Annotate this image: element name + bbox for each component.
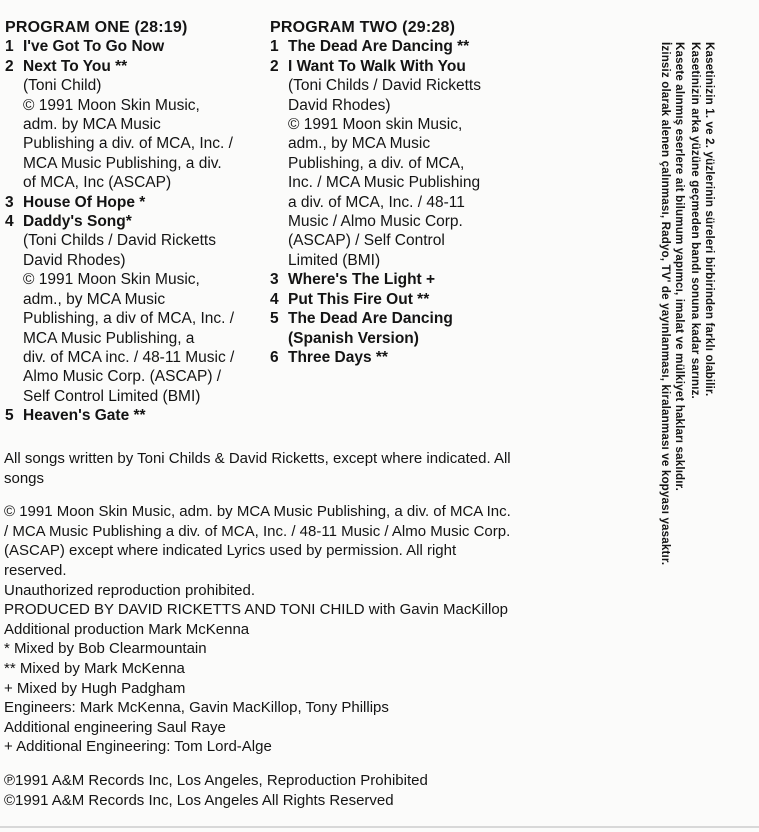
track-title: I Want To Walk With You — [288, 57, 466, 75]
track-number: 5 — [270, 310, 279, 328]
track-number: 2 — [270, 57, 279, 75]
track-title: Put This Fire Out ** — [288, 290, 430, 308]
track-number: 2 — [5, 57, 14, 75]
program-two-track-list — [270, 37, 520, 367]
side-notice-line-4: İzinsiz olarak alenen çalınması, Radyo, TV' de yayınlanması, kiralanması ve kopyası yasaktır. — [659, 42, 673, 566]
program-one-column — [5, 18, 267, 426]
track-number: 5 — [5, 407, 14, 425]
turkish-side-notice — [636, 42, 716, 662]
track-item — [270, 290, 520, 309]
track-credit: (Toni Childs / David Ricketts David Rhodes) © 1991 Moon Skin Music, adm., by MCA Music Publishing, a div of MCA, Inc. / MCA Music Publishing, a div. of MCA inc. / 48-11 Music / Almo Music Corp. (ASCAP) / Self Control Limited (BMI) — [23, 232, 235, 405]
track-item — [270, 348, 520, 367]
track-title: House Of Hope * — [23, 193, 146, 211]
track-number: 4 — [270, 290, 279, 308]
copyright-line: ©1991 A&M Records Inc, Los Angeles All Rights Reserved — [4, 791, 394, 809]
track-title: Three Days ** — [288, 348, 388, 366]
track-item — [270, 37, 520, 56]
track-number: 3 — [270, 271, 279, 289]
side-notice-group-1 — [689, 42, 716, 399]
track-item — [270, 270, 520, 289]
engineers-credit: Engineers: Mark McKenna, Gavin MacKillop, Tony Phillips — [4, 699, 389, 717]
program-one-title: PROGRAM ONE (28:19) — [5, 19, 188, 36]
track-item — [5, 57, 267, 193]
track-body — [288, 309, 520, 348]
track-body — [288, 290, 520, 309]
track-item — [270, 57, 520, 270]
program-one-track-list — [5, 37, 267, 425]
track-body — [23, 37, 267, 56]
track-title: Next To You ** — [23, 57, 128, 75]
program-two-column — [270, 18, 520, 367]
track-item — [5, 212, 267, 406]
track-title: I've Got To Go Now — [23, 38, 165, 56]
producer-credit: PRODUCED BY DAVID RICKETTS AND TONI CHILD with Gavin MacKillop Additional production Mark McKenna — [4, 601, 509, 638]
track-title: Heaven's Gate ** — [23, 407, 146, 425]
side-notice-group-2 — [659, 42, 686, 565]
track-item — [5, 406, 267, 425]
unauthorized-note: Unauthorized reproduction prohibited. — [4, 581, 255, 599]
side-notice-line-1: Kasetinizin 1. ve 2. yüzlerinin süreleri birbirinden farklı olabilir. — [703, 42, 716, 397]
track-body — [288, 270, 520, 289]
track-title: Daddy's Song* — [23, 213, 132, 231]
track-body — [23, 193, 267, 212]
track-body — [288, 57, 520, 270]
liner-notes — [4, 449, 514, 810]
track-item — [5, 37, 267, 56]
track-body — [23, 57, 267, 193]
side-notice-line-2: Kasetinizin arka yüzüne geçmeden bandı sonuna kadar sarınız. — [689, 42, 703, 399]
track-number: 1 — [270, 38, 279, 56]
track-title: The Dead Are Dancing ** — [288, 38, 470, 56]
track-number: 3 — [5, 193, 14, 211]
side-notice-line-3: Kasete alınmış eserlere ait bilumum yapımcı, imalat ve mülkiyet hakları saklıdır. — [673, 42, 686, 492]
copyright-note: © 1991 Moon Skin Music, adm. by MCA Music Publishing, a div. of MCA Inc. / MCA Music Publishing a div. of MCA, Inc. / 48-11 Music / Almo Music Corp. (ASCAP) except where indicated Lyrics used by permission. All right reserved. — [4, 503, 511, 579]
track-credit: (Toni Childs / David Ricketts David Rhodes) © 1991 Moon skin Music, adm., by MCA Music Publishing, a div. of MCA, Inc. / MCA Music Publishing a div. of MCA, Inc. / 48-11 Music / Almo Music Corp. (ASCAP) / Self Control Limited (BMI) — [288, 77, 481, 269]
track-item — [5, 193, 267, 212]
track-body — [23, 212, 267, 406]
phonogram-line: ℗1991 A&M Records Inc, Los Angeles, Reproduction Prohibited — [4, 771, 428, 789]
track-body — [288, 348, 520, 367]
mix-credit-2: ** Mixed by Mark McKenna — [4, 659, 185, 677]
track-body — [288, 37, 520, 56]
track-body — [23, 406, 267, 425]
track-number: 6 — [270, 348, 279, 366]
bottom-edge-divider — [0, 826, 759, 828]
mix-credit-3: + Mixed by Hugh Padgham — [4, 679, 186, 697]
track-number: 1 — [5, 38, 14, 56]
songwriter-note: All songs written by Toni Childs & David Ricketts, except where indicated. All songs — [4, 450, 511, 487]
track-title: Where's The Light + — [288, 271, 436, 289]
mix-credit-1: * Mixed by Bob Clearmountain — [4, 640, 207, 658]
additional-engineering-credit: Additional engineering Saul Raye — [4, 718, 226, 736]
additional-engineering-credit-2: + Additional Engineering: Tom Lord-Alge — [4, 738, 272, 756]
track-title: The Dead Are Dancing (Spanish Version) — [288, 310, 453, 347]
track-credit: (Toni Child) © 1991 Moon Skin Music, adm. by MCA Music Publishing a div. of MCA, Inc. / MCA Music Publishing, a div. of MCA, Inc (ASCAP) — [23, 77, 233, 192]
track-number: 4 — [5, 213, 14, 231]
track-item — [270, 309, 520, 348]
program-two-title: PROGRAM TWO (29:28) — [270, 19, 456, 36]
